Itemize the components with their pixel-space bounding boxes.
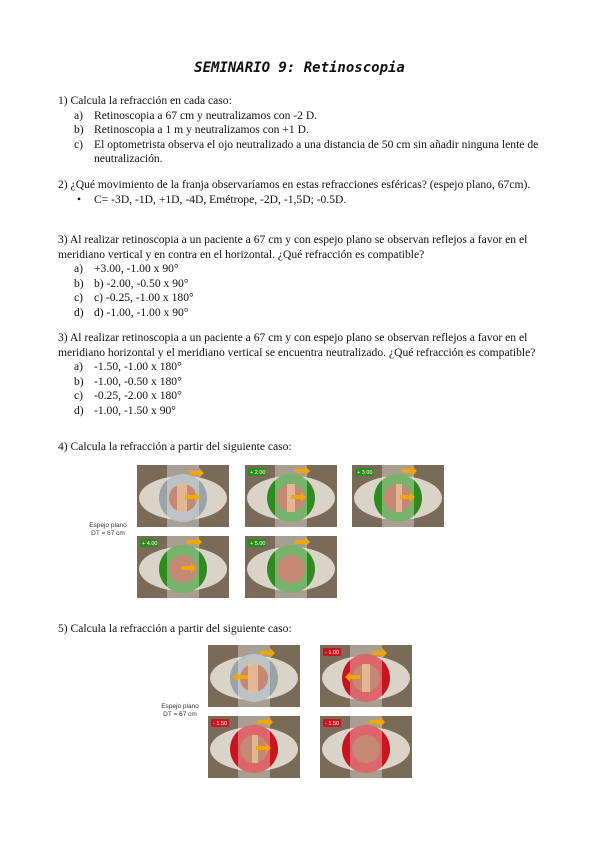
list-item: d) -1.00, -1.50 x 90° bbox=[74, 403, 176, 417]
question-5 bbox=[58, 622, 548, 637]
lens-label: + 3.00 bbox=[357, 470, 373, 476]
lens-label: + 2.00 bbox=[250, 470, 266, 476]
list-item: d) d) -1.00, -1.00 x 90° bbox=[74, 305, 189, 319]
question-4 bbox=[58, 440, 548, 455]
lens-label: - 1.50 bbox=[213, 721, 228, 727]
retinoscopy-image bbox=[320, 645, 412, 707]
question-1 bbox=[58, 94, 548, 167]
setup-note: Espejo plano DT = 67 cm bbox=[161, 703, 199, 718]
list-item: c) c) -0.25, -1.00 x 180° bbox=[74, 291, 194, 304]
lens-label: + 5.00 bbox=[250, 541, 266, 547]
retinoscopy-image bbox=[137, 536, 229, 598]
retinoscopy-image bbox=[137, 465, 229, 527]
retinoscopy-image bbox=[208, 645, 300, 707]
retinoscopy-image bbox=[320, 716, 412, 778]
question-4-text: 4) Calcula la refracción a partir del siguiente caso: bbox=[58, 440, 292, 453]
list-item: a) -1.50, -1.00 x 180° bbox=[74, 360, 182, 373]
question-2-text: 2) ¿Qué movimiento de la franja observaríamos en estas refracciones esféricas? (espejo plano, 67cm). bbox=[58, 178, 531, 191]
list-item: c) El optometrista observa el ojo neutralizado a una distancia de 50 cm sin añadir ninguna lente de neutralización. bbox=[74, 137, 539, 165]
question-3a-text: 3) Al realizar retinoscopia a un paciente a 67 cm y con espejo plano se observan reflejos a favor en el meridiano vertical y en contra en el horizontal. ¿Qué refracción es compatible? bbox=[58, 233, 528, 261]
retinoscopy-image bbox=[245, 465, 337, 527]
list-item: b) Retinoscopia a 1 m y neutralizamos con +1 D. bbox=[74, 123, 309, 136]
lens-label: - 1.00 bbox=[325, 650, 340, 656]
question-2 bbox=[58, 178, 548, 207]
question-1-text: 1) Calcula la refracción en cada caso: bbox=[58, 94, 232, 107]
list-item: c) -0.25, -2.00 x 180° bbox=[74, 389, 182, 402]
retinoscopy-image bbox=[208, 716, 300, 778]
question-3a bbox=[58, 233, 548, 320]
setup-note: Espejo plano DT = 67 cm bbox=[89, 522, 127, 537]
question-3b-text: 3) Al realizar retinoscopia a un paciente a 67 cm y con espejo plano se observan reflejos a favor en el meridiano horizontal y el meridiano vertical se encuentra neutralizado. ¿Qué refracción es compatible? bbox=[58, 331, 536, 359]
lens-label: + 4.00 bbox=[142, 541, 158, 547]
page-title: SEMINARIO 9: Retinoscopia bbox=[194, 60, 405, 76]
retinoscopy-image bbox=[352, 465, 444, 527]
lens-label: - 1.50 bbox=[325, 721, 340, 727]
list-item: b) -1.00, -0.50 x 180° bbox=[74, 374, 182, 388]
list-item: b) b) -2.00, -0.50 x 90° bbox=[74, 276, 189, 290]
list-item: a) Retinoscopia a 67 cm y neutralizamos con -2 D. bbox=[74, 108, 318, 122]
retinoscopy-image bbox=[245, 536, 337, 598]
list-item: a) +3.00, -1.00 x 90° bbox=[74, 262, 179, 275]
question-5-text: 5) Calcula la refracción a partir del siguiente caso: bbox=[58, 622, 292, 635]
question-3b bbox=[58, 331, 548, 418]
list-item: • C= -3D, -1D, +1D, -4D, Emétrope, -2D, -1,5D; -0.5D. bbox=[77, 192, 347, 206]
